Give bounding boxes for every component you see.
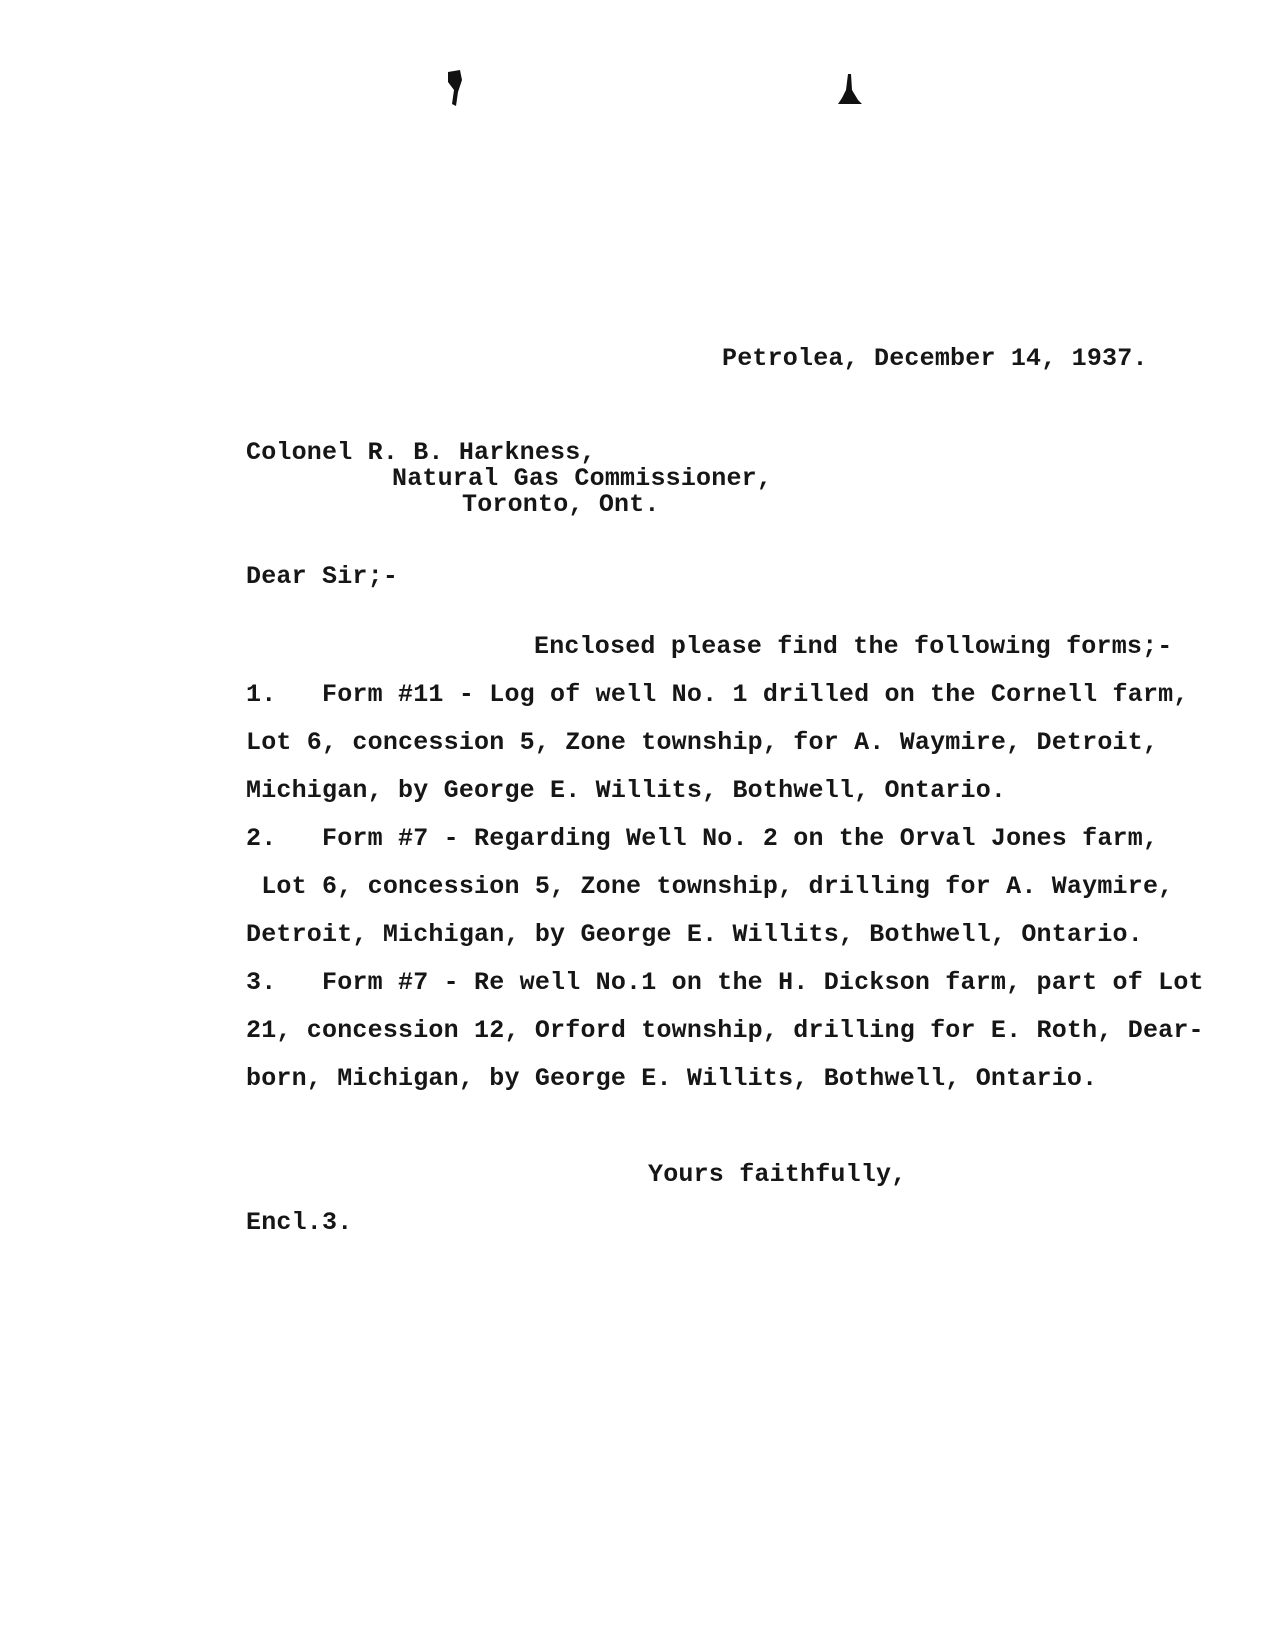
salutation: Dear Sir;-	[246, 562, 399, 591]
list-item-1-line-1: 1. Form #11 - Log of well No. 1 drilled on the Cornell farm,	[246, 680, 1189, 709]
list-item-2-line-2: Lot 6, concession 5, Zone township, drilling for A. Waymire,	[246, 872, 1174, 901]
closing: Yours faithfully,	[648, 1160, 907, 1189]
list-item-2-line-3: Detroit, Michigan, by George E. Willits, Bothwell, Ontario.	[246, 920, 1143, 949]
list-item-3-line-1: 3. Form #7 - Re well No.1 on the H. Dickson farm, part of Lot	[246, 968, 1204, 997]
enclosure-note: Encl.3.	[246, 1208, 353, 1237]
punch-hole-mark-icon	[440, 66, 470, 114]
list-item-3-line-2: 21, concession 12, Orford township, drilling for E. Roth, Dear-	[246, 1016, 1204, 1045]
letter-date: Petrolea, December 14, 1937.	[722, 344, 1148, 373]
recipient-name: Colonel R. B. Harkness,	[246, 438, 596, 467]
list-item-1-line-3: Michigan, by George E. Willits, Bothwell, Ontario.	[246, 776, 1007, 805]
list-item-2-line-1: 2. Form #7 - Regarding Well No. 2 on the Orval Jones farm,	[246, 824, 1159, 853]
recipient-title: Natural Gas Commissioner,	[392, 464, 773, 493]
recipient-location: Toronto, Ont.	[462, 490, 660, 519]
punch-hole-mark-icon	[834, 72, 864, 110]
intro-line: Enclosed please find the following forms;-	[534, 632, 1173, 661]
list-item-3-line-3: born, Michigan, by George E. Willits, Bothwell, Ontario.	[246, 1064, 1098, 1093]
list-item-1-line-2: Lot 6, concession 5, Zone township, for A. Waymire, Detroit,	[246, 728, 1159, 757]
